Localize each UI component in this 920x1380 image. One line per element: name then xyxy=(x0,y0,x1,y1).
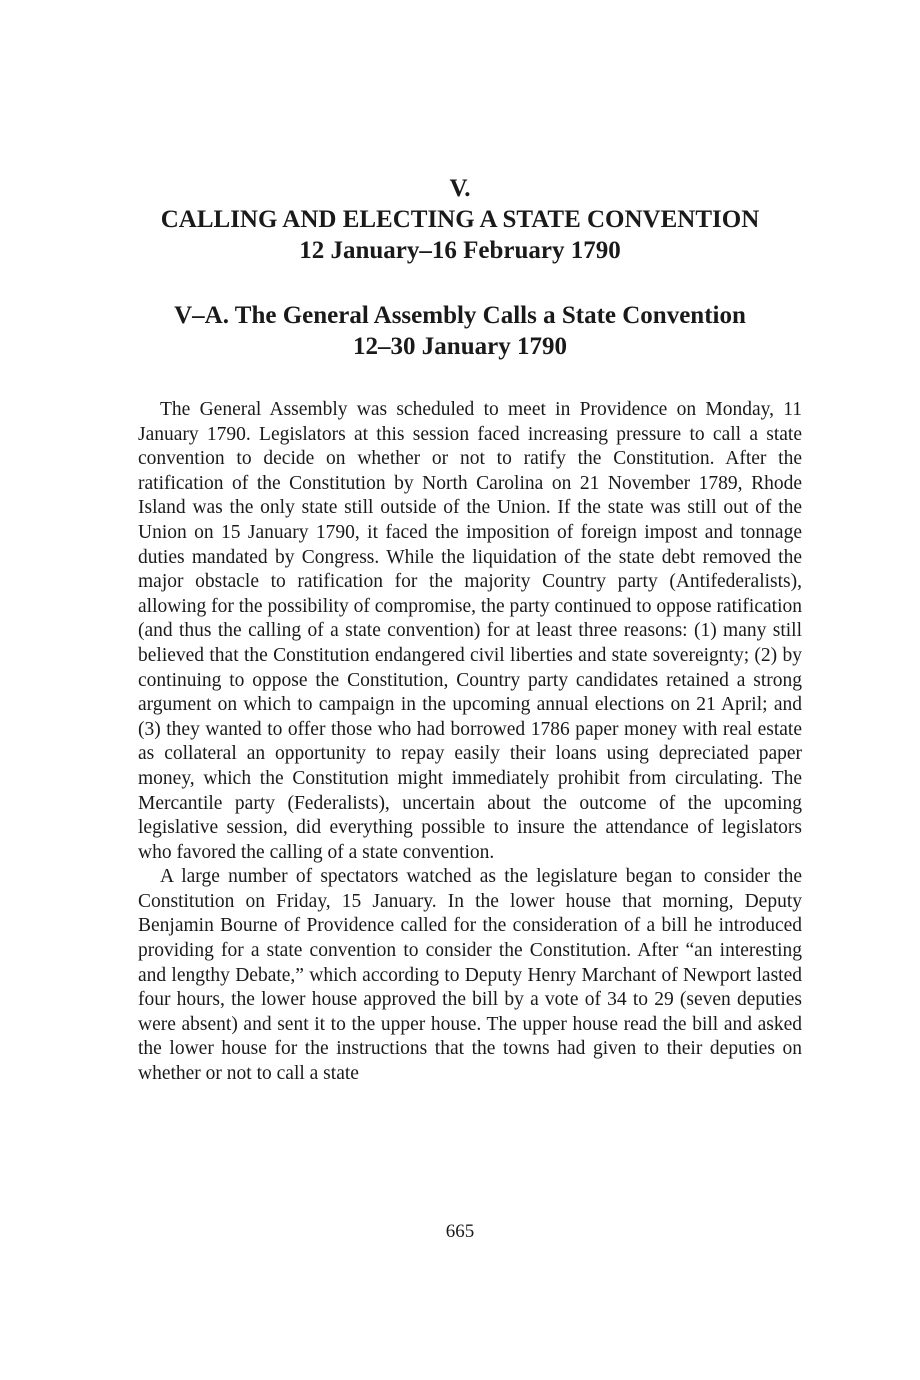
section-heading xyxy=(0,300,920,362)
chapter-number: V. xyxy=(449,175,471,202)
paragraph: A large number of spectators watched as the legislature began to consider the Constitution on Friday, 15 January. In the lower house that morning, Deputy Benjamin Bourne of Providence called for the consideration of a bill he introduced providing for a state convention to consider the Constitution. After “an interesting and lengthy Debate,” which according to Deputy Henry Marchant of Newport lasted four hours, the lower house approved the bill by a vote of 34 to 29 (seven deputies were absent) and sent it to the upper house. The upper house read the bill and asked the lower house for the instructions that the towns had given to their deputies on whether or not to call a state xyxy=(138,866,802,1085)
chapter-heading xyxy=(0,173,920,266)
page-number: 665 xyxy=(445,1221,475,1242)
chapter-title: CALLING AND ELECTING A STATE CONVENTION xyxy=(160,206,760,233)
paragraph: The General Assembly was scheduled to meet in Providence on Monday, 11 January 1790. Legislators at this session faced increasing pressure to call a state convention to decide on whether or not to ratify the Constitution. After the ratification of the Constitution by North Carolina on 21 November 1789, Rhode Island was the only state still outside of the Union. If the state was still out of the Union on 15 January 1790, it faced the imposition of foreign impost and tonnage duties mandated by Congress. While the liquidation of the state debt removed the major obstacle to ratification for the majority Country party (Antifederalists), allowing for the possibility of compromise, the party continued to oppose ratification (and thus the calling of a state convention) for at least three reasons: (1) many still believed that the Constitution endangered civil liberties and state sovereignty; (2) by continuing to oppose the Constitution, Country party candidates retained a strong argument on which to campaign in the upcoming annual elections on 21 April; and (3) they wanted to offer those who had borrowed 1786 paper money with real estate as collateral an opportunity to repay easily their loans using depreciated paper money, which the Constitution might immediately prohibit from circulating. The Mercantile party (Federalists), uncertain about the outcome of the upcoming legislative session, did everything possible to insure the attendance of legislators who favored the calling of a state convention. xyxy=(138,399,802,863)
section-dates: 12–30 January 1790 xyxy=(353,333,567,360)
section-title: V–A. The General Assembly Calls a State Convention xyxy=(174,302,746,329)
body-text xyxy=(138,398,802,1087)
chapter-dates: 12 January–16 February 1790 xyxy=(299,237,621,264)
